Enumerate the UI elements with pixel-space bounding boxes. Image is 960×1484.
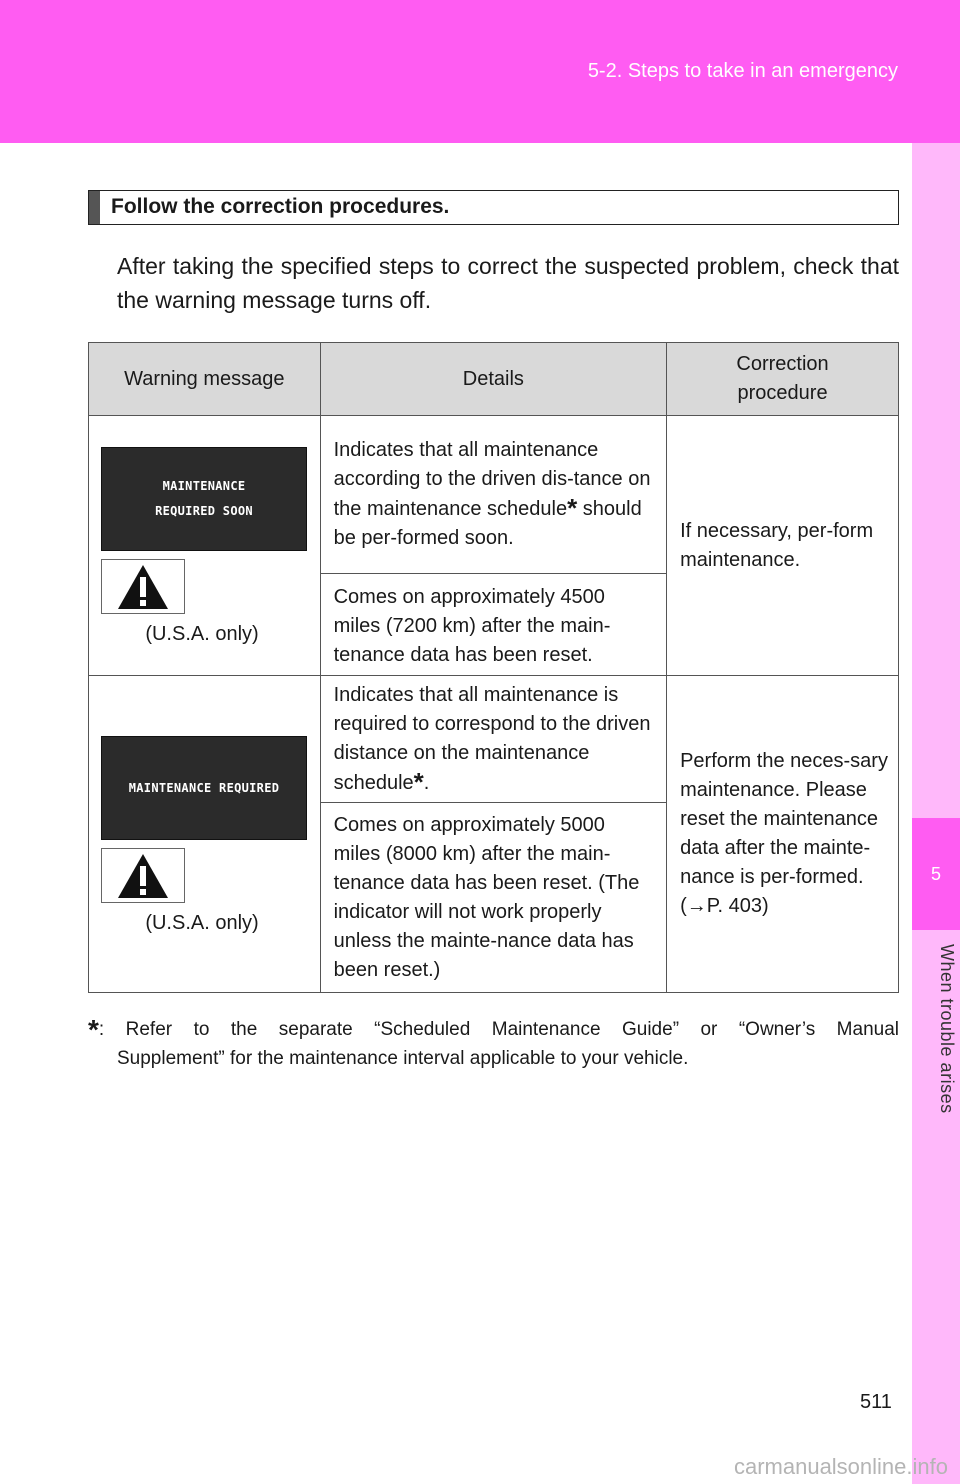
detail-cell — [320, 676, 666, 803]
detail-text: . — [423, 771, 430, 794]
header-warning-message: Warning message — [89, 343, 321, 416]
detail-cell: Comes on approximately 5000 miles (8000 km) after the main-tenance data has been reset. (The indicator will not work properly unless the mainte-nance data has been reset.) — [320, 803, 666, 993]
usa-only-note: (U.S.A. only) — [145, 912, 259, 934]
warning-triangle-icon — [101, 559, 185, 614]
table-row — [89, 676, 899, 803]
table-header-row — [89, 343, 899, 416]
correction-cell — [667, 676, 899, 993]
arrow-icon: → — [686, 895, 707, 917]
heading-bar — [89, 191, 100, 224]
display-line: MAINTENANCE — [162, 479, 246, 493]
page-reference: P. 403) — [706, 895, 769, 917]
intro-paragraph: After taking the specified steps to correct the suspected problem, check that the warning message turns off. — [117, 253, 899, 313]
table-row — [89, 416, 899, 574]
display-line: MAINTENANCE REQUIRED — [128, 780, 280, 795]
footnote — [88, 1015, 899, 1073]
footnote-line-1 — [88, 1015, 899, 1044]
display-maintenance-required — [101, 736, 307, 840]
footnote-text: : Refer to the separate “Scheduled Maintenance Guide” or “Owner’s Manual — [98, 1019, 899, 1040]
header-correction-text: Correction procedure — [736, 353, 829, 404]
usa-only-note: (U.S.A. only) — [145, 623, 259, 645]
detail-text: Indicates that all maintenance is required to correspond to the driven distance on the maintenance schedule — [333, 683, 651, 794]
detail-text: Indicates that all maintenance according to the driven dis-tance on the maintenance schedule — [333, 439, 651, 520]
display-line: REQUIRED SOON — [155, 504, 253, 518]
side-tab-label: When trouble arises — [937, 944, 957, 1114]
warning-triangle-icon — [101, 848, 185, 903]
detail-text: should be per-formed soon. — [333, 498, 642, 549]
footnote-line-2: Supplement” for the maintenance interval applicable to your vehicle. — [117, 1048, 689, 1069]
display-maintenance-required-soon — [101, 447, 307, 551]
detail-cell — [320, 416, 666, 574]
procedure-heading — [88, 190, 899, 225]
correction-text: Perform the neces-sary maintenance. Please reset the maintenance data after the mainte-nance is per-formed. ( — [680, 750, 888, 917]
page-number: 511 — [860, 1391, 892, 1413]
side-tab — [912, 143, 960, 1484]
header-correction — [667, 343, 899, 416]
header-details: Details — [320, 343, 666, 416]
detail-cell: Comes on approximately 4500 miles (7200 km) after the main-tenance data has been reset. — [320, 574, 666, 676]
watermark: carmanualsonline.info — [733, 1454, 948, 1479]
warning-message-cell — [89, 416, 321, 676]
correction-cell: If necessary, per-form maintenance. — [667, 416, 899, 676]
footnote-star: * — [567, 493, 578, 523]
warning-table — [88, 342, 899, 993]
footnote-star: * — [413, 766, 424, 797]
warning-message-cell — [89, 676, 321, 993]
side-tab-number: 5 — [930, 864, 941, 884]
section-title: 5-2. Steps to take in an emergency — [587, 60, 898, 82]
footnote-star: * — [88, 1014, 99, 1045]
heading-text: Follow the correction procedures. — [111, 195, 450, 218]
